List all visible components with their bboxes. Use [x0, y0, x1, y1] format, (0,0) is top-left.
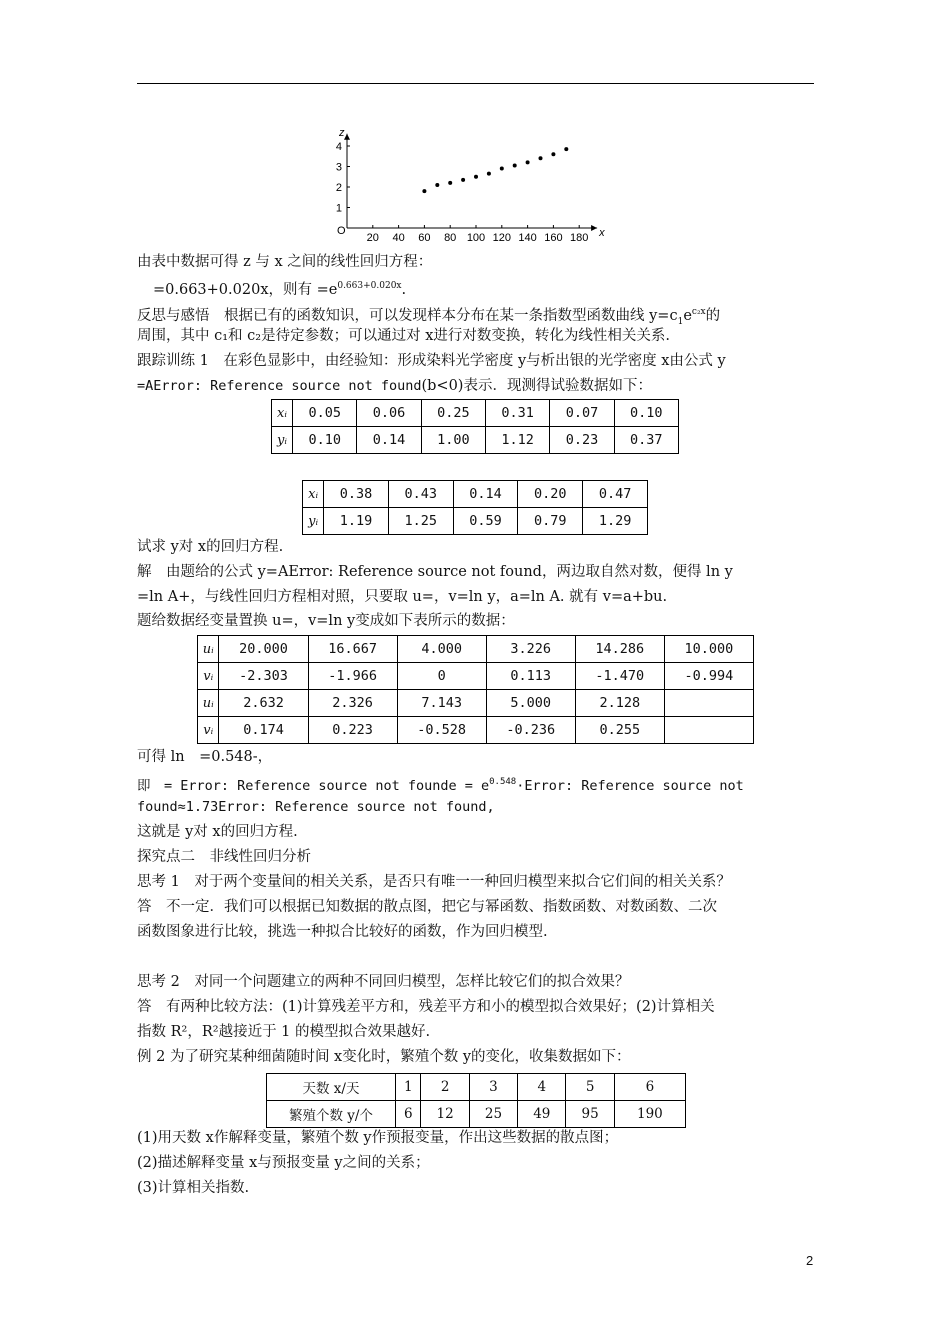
text-line: 试求 y对 x的回归方程. — [137, 539, 284, 555]
data-point — [422, 189, 426, 193]
table-cell: 1.00 — [421, 427, 485, 454]
table-row — [198, 690, 754, 717]
table-cell: -2.303 — [219, 663, 308, 690]
y-axis-label: z — [339, 126, 345, 139]
table-cell: yᵢ — [272, 427, 293, 454]
regression-equation — [153, 276, 406, 300]
data-point — [551, 152, 555, 156]
text-line: (3)计算相关指数. — [137, 1180, 250, 1196]
text-span: e — [683, 308, 692, 324]
table-cell: 6 — [396, 1101, 421, 1128]
table-cell: 14.286 — [575, 636, 664, 663]
scatter-chart — [320, 112, 620, 242]
text-span: 即 = Error: Reference source not founde = e — [137, 778, 490, 794]
table-cell: 0.47 — [583, 481, 648, 508]
y-tick-label: 3 — [335, 161, 342, 174]
table-cell: 10.000 — [664, 636, 753, 663]
table-cell: -0.528 — [397, 717, 486, 744]
data-table-1 — [271, 399, 679, 454]
data-point — [474, 175, 478, 179]
table-cell: 0.14 — [357, 427, 421, 454]
text-line — [137, 376, 652, 396]
text-span: (b<0)表示．现测得试验数据如下： — [421, 378, 652, 394]
table-cell: 0.79 — [518, 508, 583, 535]
table-cell: -1.470 — [575, 663, 664, 690]
data-point — [487, 172, 491, 176]
x-tick-label: 180 — [570, 232, 589, 242]
table-cell: 3.226 — [486, 636, 575, 663]
table-cell: 0.10 — [293, 427, 357, 454]
table-cell: -0.994 — [664, 663, 753, 690]
text-line: (1)用天数 x作解释变量，繁殖个数 y作预报变量，作出这些数据的散点图； — [137, 1130, 619, 1146]
text-line: 题给数据经变量置换 u=，v=ln y变成如下表所示的数据： — [137, 613, 515, 629]
table-cell: 0.174 — [219, 717, 308, 744]
text-line — [137, 772, 744, 796]
text-span: =0.663+0.020x，则有 =e — [153, 282, 338, 298]
table-cell: 20.000 — [219, 636, 308, 663]
table-cell: 3 — [469, 1074, 517, 1101]
table-cell: 1.12 — [485, 427, 549, 454]
table-cell: 6 — [614, 1074, 685, 1101]
data-point — [461, 178, 465, 182]
text-span: 的 — [705, 308, 721, 324]
text-line: found≈1.73Error: Reference source not found, — [137, 799, 495, 815]
table-cell: 190 — [614, 1101, 685, 1128]
data-point — [526, 160, 530, 164]
table-cell: 2 — [421, 1074, 469, 1101]
data-table-2 — [302, 480, 648, 535]
table-cell: -0.236 — [486, 717, 575, 744]
table-cell: 1.19 — [324, 508, 389, 535]
table-row — [198, 636, 754, 663]
text-line: 例 2 为了研究某种细菌随时间 x变化时，繁殖个数 y的变化，收集数据如下： — [137, 1049, 631, 1065]
table-cell: 95 — [566, 1101, 614, 1128]
text-line: 答 有两种比较方法：(1)计算残差平方和，残差平方和小的模型拟合效果好；(2)计算相关 — [137, 999, 715, 1015]
data-point — [448, 181, 452, 185]
x-tick-label: 40 — [392, 232, 405, 242]
text-line: 函数图象进行比较，挑选一种拟合比较好的函数，作为回归模型. — [137, 924, 548, 940]
table-cell: 2.326 — [308, 690, 397, 717]
table-cell: 0.43 — [388, 481, 453, 508]
table-cell: 16.667 — [308, 636, 397, 663]
table-cell: 49 — [518, 1101, 566, 1128]
x-axis-arrow — [591, 225, 597, 231]
table-cell: 7.143 — [397, 690, 486, 717]
text-line: 答 不一定．我们可以根据已知数据的散点图，把它与幂函数、指数函数、对数函数、二次 — [137, 899, 717, 915]
y-tick-label: 1 — [335, 202, 342, 215]
table-cell: yᵢ — [303, 508, 324, 535]
table-cell: 0.20 — [518, 481, 583, 508]
data-point — [513, 163, 517, 167]
table-row — [272, 400, 679, 427]
text-span: 反思与感悟 根据已有的函数知识，可以发现样本分布在某一条指数型函数曲线 y=c — [137, 308, 678, 324]
exponent: 0.548 — [489, 777, 517, 787]
table-cell: 5 — [566, 1074, 614, 1101]
table-cell: 繁殖个数 y/个 — [267, 1101, 396, 1128]
text-line: 思考 2 对同一个问题建立的两种不同回归模型，怎样比较它们的拟合效果？ — [137, 974, 630, 990]
table-cell: 0.14 — [453, 481, 518, 508]
x-tick-label: 60 — [418, 232, 431, 242]
table-cell: 2.128 — [575, 690, 664, 717]
text-line: 解 由题给的公式 y=AError: Reference source not found，两边取自然对数，便得 ln y — [137, 564, 733, 580]
table-row — [267, 1074, 686, 1101]
data-point — [539, 156, 543, 160]
data-point — [500, 167, 504, 171]
x-tick-label: 160 — [544, 232, 563, 242]
table-cell: uᵢ — [198, 636, 219, 663]
x-tick-label: 120 — [492, 232, 511, 242]
y-axis-arrow — [344, 134, 350, 140]
text-line: 由表中数据可得 z 与 x 之间的线性回归方程： — [137, 254, 433, 270]
table-cell: 1.29 — [583, 508, 648, 535]
page-number: 2 — [806, 1253, 814, 1268]
table-cell: 0.31 — [485, 400, 549, 427]
table-row — [267, 1101, 686, 1128]
table-cell — [664, 690, 753, 717]
table-cell: 0.255 — [575, 717, 664, 744]
section-heading: 探究点二 非线性回归分析 — [137, 849, 311, 865]
x-tick-label: 140 — [518, 232, 537, 242]
table-cell: 25 — [469, 1101, 517, 1128]
table-cell: xᵢ — [272, 400, 293, 427]
table-cell: 4 — [518, 1074, 566, 1101]
table-cell: 0 — [397, 663, 486, 690]
text-line: 思考 1 对于两个变量间的相关关系，是否只有唯一一种回归模型来拟合它们间的相关关系？ — [137, 874, 731, 890]
table-cell: 0.07 — [550, 400, 614, 427]
text-span: ·Error: Reference source not — [516, 778, 744, 794]
table-cell: 12 — [421, 1101, 469, 1128]
table-cell: 0.05 — [293, 400, 357, 427]
origin-label: O — [337, 225, 346, 237]
table-cell: 0.10 — [614, 400, 678, 427]
header-rule — [137, 83, 814, 84]
data-point — [435, 183, 439, 187]
table-cell: 2.632 — [219, 690, 308, 717]
table-cell: xᵢ — [303, 481, 324, 508]
table-cell: 1 — [396, 1074, 421, 1101]
text-line: (2)描述解释变量 x与预报变量 y之间的关系； — [137, 1155, 430, 1171]
table-cell: uᵢ — [198, 690, 219, 717]
table-cell: 天数 x/天 — [267, 1074, 396, 1101]
x-axis-label: x — [599, 227, 605, 239]
text-line: 指数 R²，R²越接近于 1 的模型拟合效果越好. — [137, 1024, 431, 1040]
table-cell — [664, 717, 753, 744]
x-tick-label: 20 — [366, 232, 379, 242]
exponent: c₂x — [691, 307, 706, 317]
table-cell: 0.59 — [453, 508, 518, 535]
text-line: 跟踪训练 1 在彩色显影中，由经验知：形成染料光学密度 y与析出银的光学密度 x由公式 y — [137, 353, 726, 369]
data-table-3 — [197, 635, 754, 744]
text-line: 周围，其中 c₁和 c₂是待定参数；可以通过对 x进行对数变换，转化为线性相关关系. — [137, 328, 670, 344]
table-cell: vᵢ — [198, 717, 219, 744]
table-cell: 0.37 — [614, 427, 678, 454]
y-tick-label: 2 — [335, 182, 342, 194]
subscript: 1 — [677, 316, 684, 327]
text-span: =AError: Reference source not found — [137, 378, 422, 394]
table-cell: 0.223 — [308, 717, 397, 744]
table-cell: 0.25 — [421, 400, 485, 427]
text-line: 可得 ln =0.548-， — [137, 749, 273, 765]
text-span: . — [401, 282, 407, 298]
data-table-4 — [266, 1073, 686, 1128]
table-cell: vᵢ — [198, 663, 219, 690]
table-row — [272, 427, 679, 454]
data-point — [564, 147, 568, 151]
table-cell: 0.38 — [324, 481, 389, 508]
table-row — [303, 508, 648, 535]
table-row — [198, 717, 754, 744]
table-cell: 4.000 — [397, 636, 486, 663]
x-tick-label: 100 — [466, 232, 486, 242]
text-line: 这就是 y对 x的回归方程. — [137, 824, 298, 840]
table-cell: 1.25 — [388, 508, 453, 535]
x-tick-label: 80 — [444, 232, 457, 242]
table-cell: 0.06 — [357, 400, 421, 427]
table-cell: -1.966 — [308, 663, 397, 690]
y-tick-label: 4 — [335, 141, 342, 153]
text-line: =ln A+，与线性回归方程相对照，只要取 u=，v=ln y，a=ln A. 就有 v=a+bu. — [137, 589, 668, 605]
exponent: 0.663+0.020x — [337, 281, 402, 291]
table-row — [198, 663, 754, 690]
table-cell: 0.23 — [550, 427, 614, 454]
table-cell: 0.113 — [486, 663, 575, 690]
table-row — [303, 481, 648, 508]
table-cell: 5.000 — [486, 690, 575, 717]
